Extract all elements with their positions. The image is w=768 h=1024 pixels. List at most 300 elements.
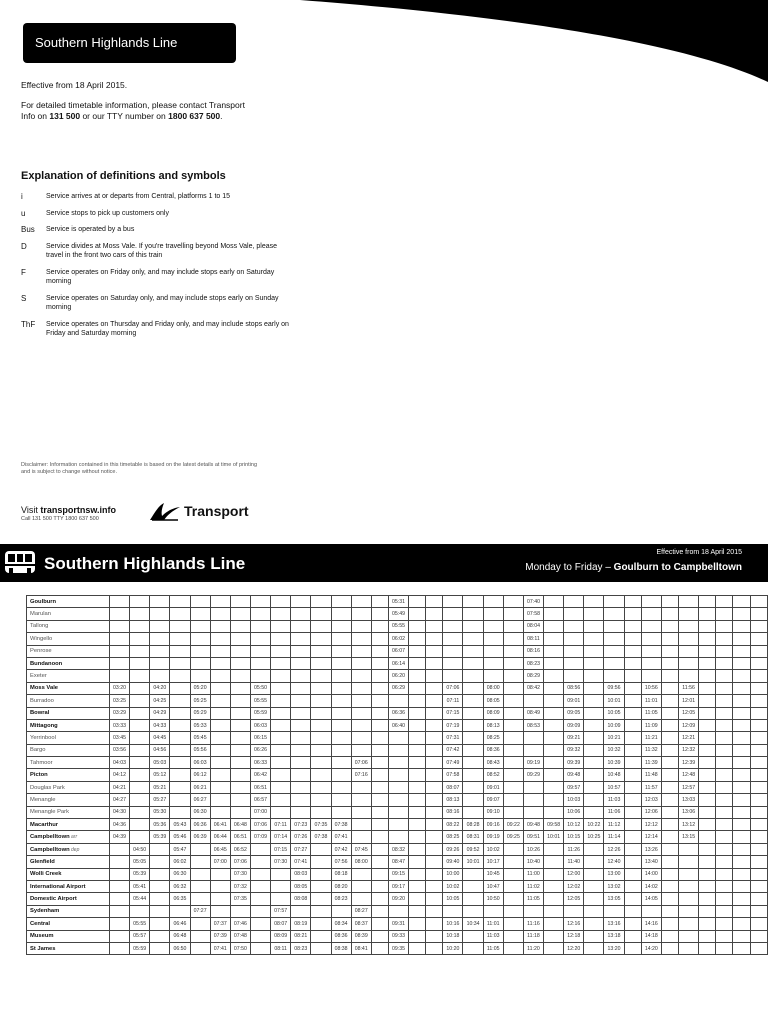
time-cell: [331, 732, 351, 744]
time-cell: [271, 670, 291, 682]
time-cell: [426, 670, 443, 682]
time-cell: [463, 633, 483, 645]
time-cell: [584, 596, 604, 608]
time-cell: 08:20: [331, 880, 351, 892]
time-cell: [679, 905, 699, 917]
time-cell: [661, 608, 678, 620]
time-cell: [641, 620, 661, 632]
time-cell: [371, 856, 388, 868]
time-cell: 12:06: [641, 806, 661, 818]
time-cell: [624, 819, 641, 831]
time-cell: 05:55: [250, 695, 270, 707]
time-cell: [170, 645, 190, 657]
call-line: Call 131 500 TTY 1800 637 500: [21, 516, 99, 522]
time-cell: [250, 918, 270, 930]
time-cell: [230, 645, 250, 657]
table-row: [27, 707, 768, 719]
time-cell: [409, 806, 426, 818]
time-cell: [311, 645, 331, 657]
time-cell: [716, 757, 733, 769]
time-cell: [409, 893, 426, 905]
time-cell: [311, 608, 331, 620]
time-cell: 10:16: [443, 918, 463, 930]
station-name: Wingello: [27, 633, 110, 645]
time-cell: 12:02: [564, 880, 584, 892]
time-cell: [544, 880, 564, 892]
timetable-header-bar: [0, 544, 768, 582]
time-cell: [544, 732, 564, 744]
time-cell: [661, 868, 678, 880]
time-cell: [371, 695, 388, 707]
time-cell: [750, 819, 767, 831]
time-cell: [409, 657, 426, 669]
time-cell: [351, 880, 371, 892]
time-cell: [503, 856, 523, 868]
time-cell: [624, 831, 641, 843]
time-cell: [699, 831, 716, 843]
time-cell: [661, 657, 678, 669]
time-cell: [230, 695, 250, 707]
time-cell: [733, 806, 750, 818]
time-cell: [371, 905, 388, 917]
time-cell: 07:06: [443, 682, 463, 694]
time-cell: 06:36: [190, 819, 210, 831]
time-cell: 05:29: [190, 707, 210, 719]
time-cell: [426, 633, 443, 645]
time-cell: [750, 856, 767, 868]
time-cell: [230, 794, 250, 806]
station-name: Penrose: [27, 645, 110, 657]
time-cell: [624, 918, 641, 930]
time-cell: [230, 682, 250, 694]
time-cell: 11:00: [523, 868, 543, 880]
time-cell: [130, 757, 150, 769]
time-cell: 10:20: [443, 942, 463, 954]
time-cell: 10:12: [564, 819, 584, 831]
time-cell: [716, 930, 733, 942]
time-cell: [443, 633, 463, 645]
time-cell: [311, 893, 331, 905]
time-cell: 06:51: [230, 831, 250, 843]
time-cell: [584, 608, 604, 620]
time-cell: [584, 682, 604, 694]
time-cell: [699, 695, 716, 707]
time-cell: [388, 905, 408, 917]
time-cell: [584, 880, 604, 892]
time-cell: [679, 868, 699, 880]
time-cell: 10:22: [584, 819, 604, 831]
time-cell: [716, 707, 733, 719]
time-cell: [584, 905, 604, 917]
time-cell: [716, 905, 733, 917]
time-cell: [426, 843, 443, 855]
station-name: Campbelltown dep: [27, 843, 110, 855]
time-cell: [716, 781, 733, 793]
time-cell: [750, 769, 767, 781]
time-cell: 04:29: [150, 707, 170, 719]
time-cell: [463, 744, 483, 756]
time-cell: [699, 819, 716, 831]
time-cell: 04:56: [150, 744, 170, 756]
time-cell: 13:20: [604, 942, 624, 954]
time-cell: [409, 732, 426, 744]
time-cell: [409, 794, 426, 806]
time-cell: [170, 707, 190, 719]
time-cell: [750, 695, 767, 707]
time-cell: [679, 645, 699, 657]
time-cell: [750, 794, 767, 806]
time-cell: [109, 856, 129, 868]
time-cell: [750, 880, 767, 892]
time-cell: [250, 856, 270, 868]
station-name: Bargo: [27, 744, 110, 756]
time-cell: [544, 620, 564, 632]
time-cell: 08:07: [271, 918, 291, 930]
time-cell: [443, 620, 463, 632]
time-cell: [584, 806, 604, 818]
time-cell: [544, 806, 564, 818]
time-cell: [388, 781, 408, 793]
time-cell: 07:30: [271, 856, 291, 868]
time-cell: [624, 657, 641, 669]
time-cell: [409, 905, 426, 917]
time-cell: [716, 633, 733, 645]
time-cell: [544, 930, 564, 942]
time-cell: 07:00: [250, 806, 270, 818]
time-cell: [130, 769, 150, 781]
time-cell: [750, 682, 767, 694]
time-cell: [463, 645, 483, 657]
time-cell: [109, 893, 129, 905]
time-cell: [463, 794, 483, 806]
time-cell: 08:36: [483, 744, 503, 756]
time-cell: [291, 620, 311, 632]
time-cell: [426, 880, 443, 892]
time-cell: [733, 930, 750, 942]
time-cell: 10:05: [443, 893, 463, 905]
time-cell: [190, 596, 210, 608]
time-cell: [503, 719, 523, 731]
time-cell: [503, 880, 523, 892]
time-cell: [311, 633, 331, 645]
time-cell: [170, 682, 190, 694]
time-cell: [624, 769, 641, 781]
time-cell: 10:50: [483, 893, 503, 905]
time-cell: 05:55: [130, 918, 150, 930]
time-cell: [271, 806, 291, 818]
time-cell: [641, 657, 661, 669]
time-cell: [624, 608, 641, 620]
time-cell: [351, 819, 371, 831]
time-cell: [210, 806, 230, 818]
time-cell: 10:25: [584, 831, 604, 843]
time-cell: [150, 868, 170, 880]
table-row: [27, 732, 768, 744]
time-cell: [371, 794, 388, 806]
time-cell: [699, 781, 716, 793]
time-cell: 12:21: [679, 732, 699, 744]
time-cell: [271, 769, 291, 781]
time-cell: [584, 868, 604, 880]
time-cell: [716, 645, 733, 657]
time-cell: [503, 608, 523, 620]
time-cell: 04:33: [150, 719, 170, 731]
time-cell: [271, 682, 291, 694]
time-cell: 12:39: [679, 757, 699, 769]
time-cell: [564, 608, 584, 620]
time-cell: [271, 744, 291, 756]
time-cell: 09:20: [388, 893, 408, 905]
time-cell: [170, 633, 190, 645]
time-cell: [604, 608, 624, 620]
time-cell: 05:39: [130, 868, 150, 880]
time-cell: [463, 732, 483, 744]
time-cell: [624, 856, 641, 868]
time-cell: 03:33: [109, 719, 129, 731]
visit-site-link[interactable]: transportnsw.info: [40, 505, 117, 515]
time-cell: 06:48: [230, 819, 250, 831]
time-cell: 05:39: [150, 831, 170, 843]
definition-symbol: u: [21, 208, 26, 218]
time-cell: [716, 620, 733, 632]
time-cell: 07:49: [443, 757, 463, 769]
time-cell: [699, 942, 716, 954]
time-cell: 10:26: [523, 843, 543, 855]
time-cell: [716, 843, 733, 855]
time-cell: [230, 732, 250, 744]
time-cell: 05:12: [150, 769, 170, 781]
time-cell: [699, 880, 716, 892]
time-cell: [716, 893, 733, 905]
time-cell: [409, 856, 426, 868]
time-cell: [503, 843, 523, 855]
time-cell: 08:36: [331, 930, 351, 942]
time-cell: [661, 670, 678, 682]
time-cell: [661, 806, 678, 818]
time-cell: [463, 905, 483, 917]
station-name: Marulan: [27, 608, 110, 620]
time-cell: [733, 905, 750, 917]
time-cell: [388, 744, 408, 756]
time-cell: 11:14: [604, 831, 624, 843]
time-cell: [371, 918, 388, 930]
definition-item: [21, 209, 321, 219]
time-cell: [463, 942, 483, 954]
time-cell: [483, 620, 503, 632]
time-cell: 04:20: [150, 682, 170, 694]
time-cell: [750, 670, 767, 682]
time-cell: [331, 682, 351, 694]
time-cell: [250, 930, 270, 942]
station-name: Campbelltown arr: [27, 831, 110, 843]
time-cell: [733, 596, 750, 608]
time-cell: [409, 633, 426, 645]
time-cell: [641, 645, 661, 657]
time-cell: 10:47: [483, 880, 503, 892]
station-name: Goulburn: [27, 596, 110, 608]
time-cell: 12:00: [564, 868, 584, 880]
time-cell: [311, 918, 331, 930]
time-cell: [331, 657, 351, 669]
time-cell: [699, 732, 716, 744]
definition-symbol: D: [21, 241, 27, 251]
time-cell: [109, 645, 129, 657]
time-cell: 08:00: [483, 682, 503, 694]
time-cell: [426, 794, 443, 806]
time-cell: 12:14: [641, 831, 661, 843]
time-cell: 08:27: [351, 905, 371, 917]
time-cell: [716, 608, 733, 620]
time-cell: [371, 880, 388, 892]
time-cell: 06:48: [170, 930, 190, 942]
time-cell: [584, 930, 604, 942]
time-cell: 08:41: [351, 942, 371, 954]
time-cell: [463, 781, 483, 793]
time-cell: 04:03: [109, 757, 129, 769]
time-cell: [624, 620, 641, 632]
time-cell: [463, 769, 483, 781]
time-cell: 09:48: [564, 769, 584, 781]
table-row: [27, 620, 768, 632]
time-cell: [699, 769, 716, 781]
time-cell: [170, 657, 190, 669]
time-cell: 07:37: [210, 918, 230, 930]
contact-tty: 1800 637 500: [168, 111, 221, 121]
time-cell: [371, 657, 388, 669]
time-cell: 14:18: [641, 930, 661, 942]
station-name: Bundanoon: [27, 657, 110, 669]
time-cell: [699, 794, 716, 806]
time-cell: [443, 670, 463, 682]
time-cell: [661, 682, 678, 694]
time-cell: 08:19: [291, 918, 311, 930]
time-cell: [679, 596, 699, 608]
time-cell: [230, 744, 250, 756]
time-cell: [699, 620, 716, 632]
table-row: [27, 769, 768, 781]
time-cell: [483, 670, 503, 682]
time-cell: [371, 942, 388, 954]
time-cell: [699, 670, 716, 682]
time-cell: 05:44: [130, 893, 150, 905]
time-cell: [443, 657, 463, 669]
time-cell: 03:56: [109, 744, 129, 756]
station-name: Sydenham: [27, 905, 110, 917]
table-row: [27, 695, 768, 707]
time-cell: [371, 620, 388, 632]
time-cell: 10:02: [483, 843, 503, 855]
time-cell: [271, 645, 291, 657]
time-cell: [351, 670, 371, 682]
time-cell: [311, 769, 331, 781]
time-cell: [351, 596, 371, 608]
definition-symbol: S: [21, 293, 27, 303]
time-cell: [291, 608, 311, 620]
time-cell: [426, 905, 443, 917]
time-cell: [463, 930, 483, 942]
time-cell: [699, 806, 716, 818]
time-cell: [109, 670, 129, 682]
time-cell: 06:46: [170, 918, 190, 930]
time-cell: [311, 719, 331, 731]
time-cell: 10:09: [604, 719, 624, 731]
time-cell: [624, 868, 641, 880]
time-cell: 11:06: [604, 806, 624, 818]
time-cell: 09:32: [564, 744, 584, 756]
time-cell: [699, 757, 716, 769]
time-cell: [351, 893, 371, 905]
station-name: Tallong: [27, 620, 110, 632]
time-cell: 12:03: [641, 794, 661, 806]
time-cell: [291, 757, 311, 769]
time-cell: [564, 620, 584, 632]
disclaimer-text: Disclaimer: Information contained in this timetable is based on the latest details at time of printing and is subject to change without notice.: [21, 462, 258, 475]
time-cell: [584, 781, 604, 793]
transport-logo: [148, 500, 249, 522]
time-cell: 11:39: [641, 757, 661, 769]
time-cell: 11:12: [604, 819, 624, 831]
time-cell: [409, 880, 426, 892]
time-cell: [109, 880, 129, 892]
time-cell: [699, 918, 716, 930]
time-cell: [679, 633, 699, 645]
time-cell: [109, 942, 129, 954]
time-cell: 12:09: [679, 719, 699, 731]
time-cell: [409, 744, 426, 756]
station-name: Moss Vale: [27, 682, 110, 694]
time-cell: [210, 880, 230, 892]
time-cell: [604, 620, 624, 632]
time-cell: [271, 719, 291, 731]
table-row: [27, 608, 768, 620]
time-cell: 08:23: [291, 942, 311, 954]
time-cell: 06:30: [190, 806, 210, 818]
time-cell: [109, 843, 129, 855]
time-cell: [503, 682, 523, 694]
time-cell: 07:00: [210, 856, 230, 868]
time-cell: [250, 880, 270, 892]
time-cell: 09:17: [388, 880, 408, 892]
time-cell: [291, 905, 311, 917]
table-row: [27, 893, 768, 905]
time-cell: [661, 893, 678, 905]
time-cell: [130, 819, 150, 831]
time-cell: [716, 670, 733, 682]
definition-item: [21, 320, 321, 339]
time-cell: [544, 695, 564, 707]
time-cell: [426, 893, 443, 905]
time-cell: [250, 942, 270, 954]
time-cell: [291, 719, 311, 731]
time-cell: [661, 757, 678, 769]
time-cell: [679, 880, 699, 892]
time-cell: 06:40: [388, 719, 408, 731]
time-cell: [523, 732, 543, 744]
time-cell: [230, 596, 250, 608]
time-cell: [190, 843, 210, 855]
time-cell: 12:01: [679, 695, 699, 707]
definition-symbol: i: [21, 192, 23, 201]
time-cell: [716, 596, 733, 608]
time-cell: 07:42: [331, 843, 351, 855]
time-cell: 06:45: [210, 843, 230, 855]
time-cell: [170, 719, 190, 731]
time-cell: [371, 806, 388, 818]
time-cell: [311, 868, 331, 880]
station-name: Domestic Airport: [27, 893, 110, 905]
time-cell: [733, 608, 750, 620]
time-cell: 07:30: [230, 868, 250, 880]
